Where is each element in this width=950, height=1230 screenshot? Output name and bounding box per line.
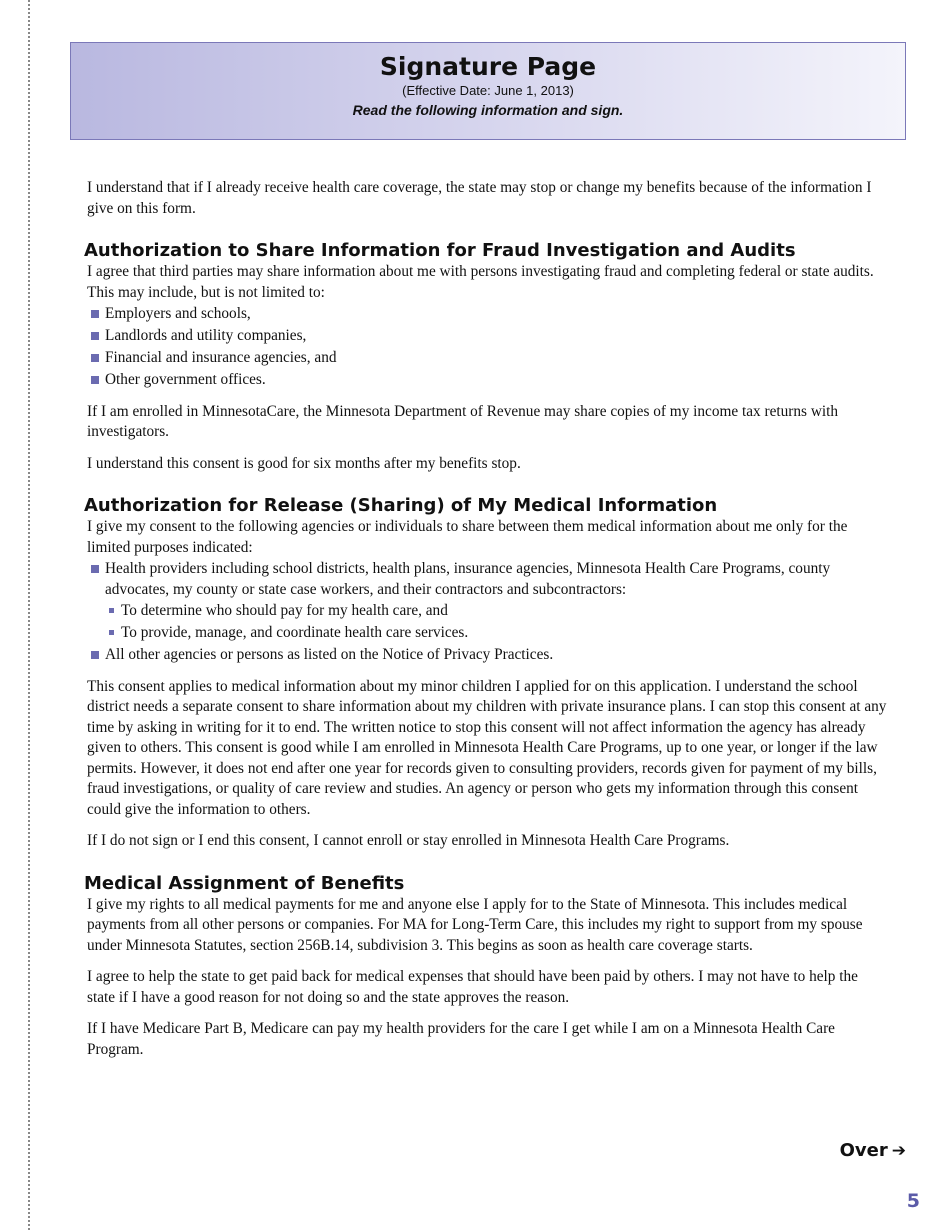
- small-square-bullet-icon: [109, 608, 114, 613]
- page-title: Signature Page: [379, 52, 597, 81]
- instruction-text: Read the following information and sign.: [352, 102, 624, 118]
- medical-release-heading: Authorization for Release (Sharing) of My Medical Information: [84, 495, 718, 516]
- list-item: [87, 348, 887, 369]
- assignment-heading: Medical Assignment of Benefits: [84, 872, 405, 894]
- fraud-duration-paragraph: I understand this consent is good for six months after my benefits stop.: [87, 454, 521, 472]
- sub-list-item: [105, 601, 887, 622]
- medical-release-intro: I give my consent to the following agencies or individuals to share between them medical information about me only for the limited purposes indicated:: [87, 518, 848, 556]
- sub-list-item: [105, 623, 887, 644]
- list-item-text: Landlords and utility companies,: [105, 327, 307, 344]
- small-square-bullet-icon: [109, 630, 114, 635]
- list-item: [87, 304, 887, 325]
- arrow-right-icon: ➔: [891, 1141, 906, 1161]
- list-item: [87, 645, 887, 666]
- assignment-medicare-paragraph: If I have Medicare Part B, Medicare can pay my health providers for the care I get while I am on a Minnesota Health Care Program.: [87, 1020, 835, 1058]
- square-bullet-icon: [91, 376, 99, 384]
- effective-date: (Effective Date: June 1, 2013): [402, 83, 574, 98]
- assignment-payback-paragraph: I agree to help the state to get paid back for medical expenses that should have been paid by others. I may not have to help the state if I have a good reason for not doing so and the state approves the reason.: [87, 968, 858, 1006]
- fraud-party-list: [87, 304, 887, 391]
- document-body: [84, 178, 887, 1071]
- square-bullet-icon: [91, 310, 99, 318]
- fraud-section-intro: I agree that third parties may share information about me with persons investigating fraud and completing federal or state audits. This may include, but is not limited to:: [87, 263, 874, 301]
- list-item: [87, 559, 887, 644]
- list-item-text: All other agencies or persons as listed on the Notice of Privacy Practices.: [105, 646, 554, 663]
- over-label: Over: [839, 1140, 888, 1161]
- over-indicator: [840, 1140, 906, 1161]
- sub-list-item-text: To determine who should pay for my health care, and: [121, 602, 448, 619]
- list-item-text: Health providers including school districts, health plans, insurance agencies, Minnesota Health Care Programs, county advocates, my county or state case workers, and their contractors and subcontractors:: [105, 560, 831, 598]
- assignment-rights-paragraph: I give my rights to all medical payments for me and anyone else I apply for to the State of Minnesota. This includes medical payments from all other persons or companies. For MA for Long-Term Care, this includes my right to support from my spouse under Minnesota Statutes, section 256B.14, subdivision 3. This begins as soon as health care coverage starts.: [87, 895, 863, 954]
- purpose-sublist: [105, 601, 887, 644]
- page-number: 5: [906, 1190, 920, 1212]
- margin-dotted-rule: [28, 0, 30, 1230]
- medical-consent-paragraph: This consent applies to medical information about my minor children I applied for on this application. I understand the school district needs a separate consent to share information about my children with private insurance plans. I can stop this consent at any time by asking in writing for it to end. The written notice to stop this consent will not affect information the agency has already given to others. This consent is good while I am enrolled in Minnesota Health Care Programs, up to one year, or longer if the law permits. However, it does not end after one year for records given to consulting providers, records given for payment of my bills, fraud investigations, or quality of care review and studies. An agency or person who gets my information through this consent could give the information to others.: [87, 677, 887, 818]
- square-bullet-icon: [91, 565, 99, 573]
- square-bullet-icon: [91, 651, 99, 659]
- header-banner: [70, 42, 906, 140]
- list-item: [87, 370, 887, 391]
- list-item-text: Financial and insurance agencies, and: [105, 349, 337, 366]
- list-item: [87, 326, 887, 347]
- list-item-text: Other government offices.: [105, 371, 266, 388]
- square-bullet-icon: [91, 354, 99, 362]
- square-bullet-icon: [91, 332, 99, 340]
- intro-paragraph: I understand that if I already receive health care coverage, the state may stop or change my benefits because of the information I give on this form.: [87, 179, 872, 217]
- medical-release-list: [87, 559, 887, 666]
- list-item-text: Employers and schools,: [105, 305, 251, 322]
- medical-enrollment-paragraph: If I do not sign or I end this consent, I cannot enroll or stay enrolled in Minnesota Health Care Programs.: [87, 832, 730, 849]
- fraud-revenue-paragraph: If I am enrolled in MinnesotaCare, the Minnesota Department of Revenue may share copies of my income tax returns with investigators.: [87, 402, 839, 440]
- sub-list-item-text: To provide, manage, and coordinate health care services.: [121, 624, 469, 641]
- fraud-section-heading: Authorization to Share Information for Fraud Investigation and Audits: [84, 240, 796, 261]
